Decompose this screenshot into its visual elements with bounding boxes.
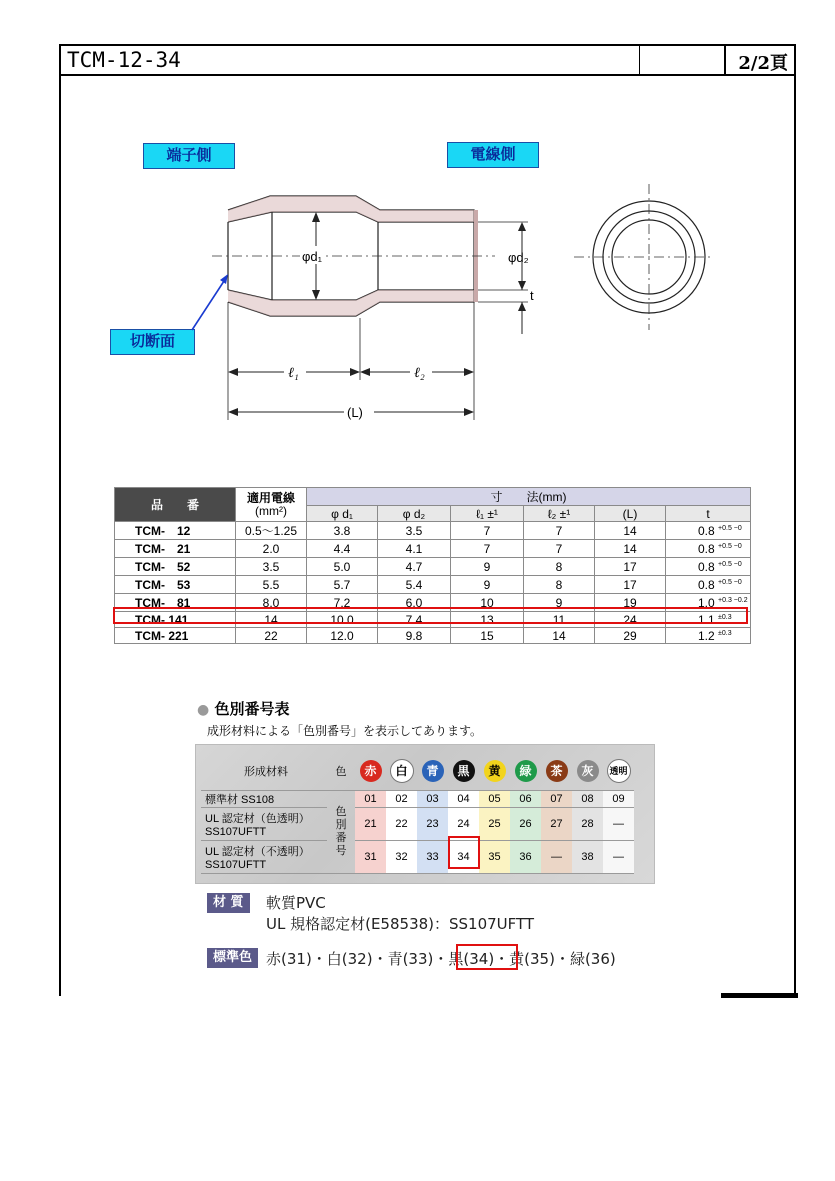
material-label: 標準材 SS108 (201, 790, 327, 807)
page-header (59, 44, 796, 76)
color-swatch (541, 752, 572, 790)
color-circle-icon: 青 (422, 760, 444, 782)
cell-L: 17 (595, 558, 666, 576)
l1-label: ℓ₁ (288, 366, 299, 381)
tolerance: ±0.3 (718, 629, 732, 637)
cell-wire: 2.0 (236, 540, 307, 558)
color-code-cell: 32 (386, 840, 417, 873)
page-number: 2/2頁 (738, 53, 788, 74)
cell-d1: 4.4 (307, 540, 378, 558)
cell-d2: 9.8 (378, 628, 451, 644)
color-code-cell: 35 (479, 840, 510, 873)
tolerance: +0.5 −0 (718, 542, 742, 550)
color-section-subtitle: 成形材料による「色別番号」を表示してあります。 (207, 724, 483, 738)
color-circle-icon: 黄 (484, 760, 506, 782)
highlight-tcm-141 (113, 607, 748, 624)
color-code-cell: — (603, 807, 634, 840)
header-part-no: 品 番 (115, 488, 236, 522)
cell-part: TCM- 21 (115, 540, 236, 558)
table-row (115, 558, 751, 576)
L-label: (L) (347, 405, 363, 420)
cell-wire: 5.5 (236, 576, 307, 594)
wire-side-label: 電線側 (447, 142, 539, 168)
material-label: UL 認定材（色透明）SS107UFTT (201, 807, 327, 840)
cell-part: TCM- 221 (115, 628, 236, 644)
color-swatch (510, 752, 541, 790)
color-header: 色 (327, 752, 355, 790)
cell-L: 14 (595, 540, 666, 558)
color-code-cell: 03 (417, 790, 448, 807)
color-code-table (201, 752, 634, 874)
standard-color-tag: 標準色 (207, 948, 258, 968)
header-t: t (666, 506, 751, 522)
color-code-cell: 38 (572, 840, 603, 873)
header-l1: ℓ₁ ±¹ (451, 506, 524, 522)
color-circle-icon: 灰 (577, 760, 599, 782)
color-swatch (479, 752, 510, 790)
cell-wire: 8.0 (236, 594, 307, 612)
table-row (115, 628, 751, 644)
color-code-cell: 31 (355, 840, 386, 873)
table-row (115, 576, 751, 594)
header-d1: φ d₁ (307, 506, 378, 522)
material-header: 形成材料 (201, 752, 327, 790)
cell-t: 0.8 $^{+0.5 -0}$ (666, 576, 751, 594)
color-code-cell: 09 (603, 790, 634, 807)
material-label: UL 認定材（不透明）SS107UFTT (201, 840, 327, 873)
tolerance: +0.5 −0 (718, 578, 742, 586)
color-code-cell: 23 (417, 807, 448, 840)
cell-d2: 6.0 (378, 594, 451, 612)
cell-part: TCM- 81 (115, 594, 236, 612)
cell-wire: 22 (236, 628, 307, 644)
cell-t: 1.1 $^{\pm 0.3}$ (666, 612, 751, 628)
cell-d2: 4.7 (378, 558, 451, 576)
cell-l2: 14 (524, 628, 595, 644)
cell-wire: 0.5～1.25 (236, 522, 307, 540)
color-row (201, 790, 634, 807)
color-code-cell: 02 (386, 790, 417, 807)
cell-d2: 3.5 (378, 522, 451, 540)
highlight-black-34 (456, 944, 518, 970)
header-blank-cell (639, 46, 726, 74)
cell-l1: 9 (451, 576, 524, 594)
cell-l2: 8 (524, 558, 595, 576)
color-code-cell: 36 (510, 840, 541, 873)
bottom-rule (721, 993, 798, 998)
header-L: (L) (595, 506, 666, 522)
cell-t: 0.8 $^{+0.5 -0}$ (666, 522, 751, 540)
color-swatch (386, 752, 417, 790)
tolerance: ±0.3 (718, 613, 732, 621)
color-swatch (603, 752, 634, 790)
cell-L: 19 (595, 594, 666, 612)
cell-d1: 3.8 (307, 522, 378, 540)
color-swatch (448, 752, 479, 790)
color-circle-icon: 透明 (607, 759, 631, 783)
color-circle-icon: 茶 (546, 760, 568, 782)
color-circle-icon: 白 (390, 759, 414, 783)
color-circle-icon: 赤 (360, 760, 382, 782)
d2-label: φd₂ (508, 250, 529, 265)
color-code-cell: 33 (417, 840, 448, 873)
color-code-cell: 28 (572, 807, 603, 840)
cell-l2: 8 (524, 576, 595, 594)
material-line2: UL 規格認定材(E58538)：SS107UFTT (266, 915, 535, 933)
cell-l2: 7 (524, 522, 595, 540)
cell-l2: 9 (524, 594, 595, 612)
l2-label: ℓ₂ (414, 366, 425, 381)
cell-l2: 7 (524, 540, 595, 558)
color-circle-icon: 黒 (453, 760, 475, 782)
color-code-cell: 05 (479, 790, 510, 807)
tolerance: +0.5 −0 (718, 524, 742, 532)
cell-d2: 4.1 (378, 540, 451, 558)
material-tag: 材 質 (207, 893, 250, 913)
color-code-cell: 25 (479, 807, 510, 840)
cell-wire: 14 (236, 612, 307, 628)
cell-d1: 5.7 (307, 576, 378, 594)
doc-id: TCM-12-34 (67, 48, 181, 72)
cell-d1: 5.0 (307, 558, 378, 576)
terminal-cover-diagram (110, 170, 710, 430)
color-code-cell: 27 (541, 807, 572, 840)
cell-t: 1.2 $^{\pm 0.3}$ (666, 628, 751, 644)
terminal-side-label: 端子側 (143, 143, 235, 169)
cell-t: 0.8 $^{+0.5 -0}$ (666, 558, 751, 576)
cell-d2: 7.4 (378, 612, 451, 628)
color-code-cell: — (603, 840, 634, 873)
header-wire-size: 適用電線 (mm²) (236, 488, 307, 522)
table-row (115, 522, 751, 540)
tolerance: +0.3 −0.2 (718, 596, 748, 604)
color-swatch (417, 752, 448, 790)
tolerance: +0.5 −0 (718, 560, 742, 568)
table-row (115, 540, 751, 558)
color-row (201, 807, 634, 840)
standard-color-text: 赤(31)・白(32)・青(33)・黒(34)・黄(35)・緑(36) (266, 950, 616, 968)
color-code-cell: 07 (541, 790, 572, 807)
cell-wire: 3.5 (236, 558, 307, 576)
color-code-cell: — (541, 840, 572, 873)
cell-t: 1.0 $^{+0.3 -0.2}$ (666, 594, 751, 612)
cell-part: TCM- 141 (115, 612, 236, 628)
color-code-cell: 06 (510, 790, 541, 807)
cell-part: TCM- 52 (115, 558, 236, 576)
header-l2: ℓ₂ ±¹ (524, 506, 595, 522)
header-dimensions: 寸 法(mm) (307, 488, 751, 506)
cell-l1: 7 (451, 522, 524, 540)
color-circle-icon: 緑 (515, 760, 537, 782)
color-code-cell: 01 (355, 790, 386, 807)
material-line1: 軟質PVC (266, 894, 326, 912)
cell-L: 14 (595, 522, 666, 540)
cell-l1: 13 (451, 612, 524, 628)
color-code-cell: 08 (572, 790, 603, 807)
bullet-icon: ● (197, 702, 210, 718)
cell-t: 0.8 $^{+0.5 -0}$ (666, 540, 751, 558)
cell-d1: 7.2 (307, 594, 378, 612)
cell-l2: 11 (524, 612, 595, 628)
color-code-cell: 34 (448, 840, 479, 873)
cell-l1: 10 (451, 594, 524, 612)
cell-l1: 15 (451, 628, 524, 644)
color-code-cell: 22 (386, 807, 417, 840)
cell-L: 17 (595, 576, 666, 594)
color-code-cell: 04 (448, 790, 479, 807)
cell-part: TCM- 53 (115, 576, 236, 594)
d1-label: φd₁ (302, 249, 323, 264)
t-label: t (530, 288, 534, 303)
color-section-title: ● 色別番号表 (197, 700, 290, 718)
color-swatch (572, 752, 603, 790)
cell-d1: 12.0 (307, 628, 378, 644)
cell-d1: 10.0 (307, 612, 378, 628)
color-code-cell: 24 (448, 807, 479, 840)
cell-L: 24 (595, 612, 666, 628)
cell-l1: 9 (451, 558, 524, 576)
cell-d2: 5.4 (378, 576, 451, 594)
cut-surface-label: 切断面 (110, 329, 195, 355)
color-code-cell: 21 (355, 807, 386, 840)
highlight-34 (448, 836, 480, 869)
cell-L: 29 (595, 628, 666, 644)
color-number-label: 色 別 番 号 (327, 790, 355, 873)
color-code-cell: 26 (510, 807, 541, 840)
cell-part: TCM- 12 (115, 522, 236, 540)
color-swatch (355, 752, 386, 790)
header-d2: φ d₂ (378, 506, 451, 522)
cell-l1: 7 (451, 540, 524, 558)
color-row (201, 840, 634, 873)
